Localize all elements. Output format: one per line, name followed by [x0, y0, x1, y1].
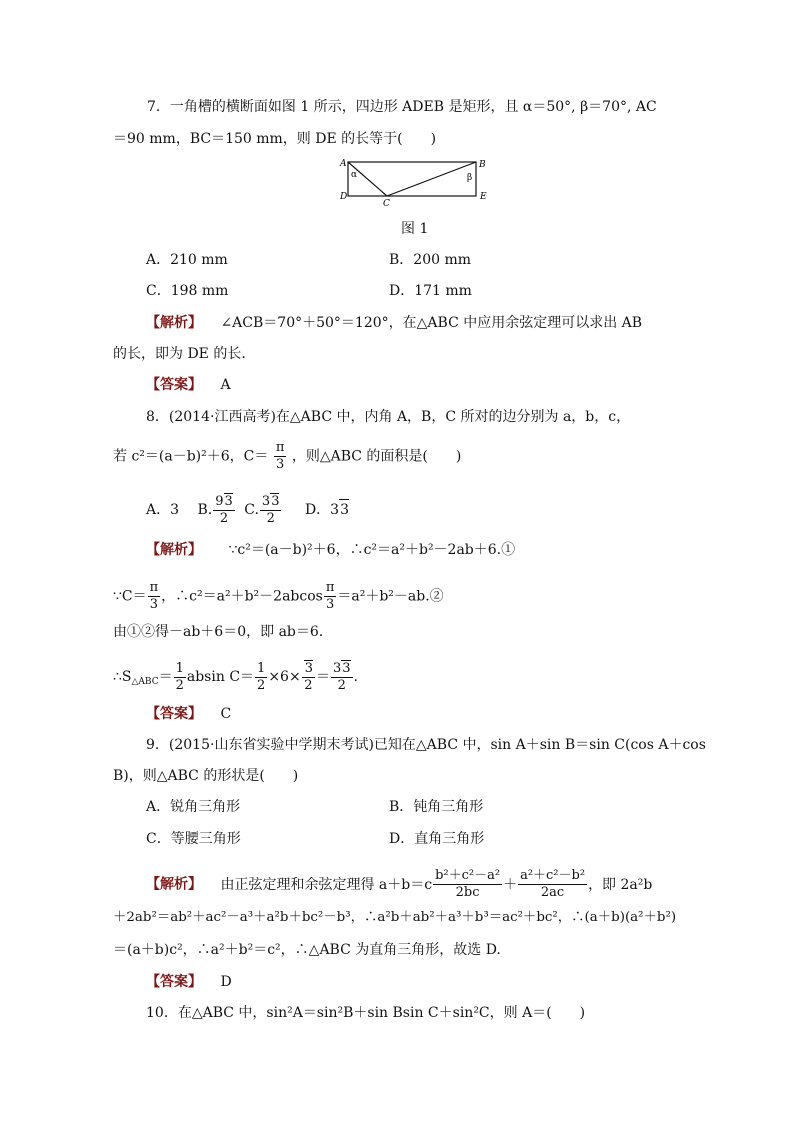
q8-stem-line2-post: ，则△ABC 的面积是( ): [291, 448, 462, 465]
q8-fraction-pi-over-3: $\frac{\pi}{3}$: [275, 440, 285, 472]
q7-figure-caption: 图 1: [401, 221, 429, 237]
q8-jiexi-line3: 由①②得－ab＋6＝0，即 ab＝6.: [113, 624, 324, 640]
q9-stem-line1: 9．(2015·山东省实验中学期末考试)已知在△ABC 中，sin A＋sin B＝sin C(cos A＋cos: [146, 737, 706, 753]
q8-answer-tag: 【答案】: [146, 706, 202, 722]
q7-jiexi-text1: ∠ACB＝70°＋50°＝120°，在△ABC 中应用余弦定理可以求出 AB: [220, 315, 643, 331]
q7-answer-tag: 【答案】: [146, 377, 202, 393]
q7-jiexi-text2: 的长，即为 DE 的长．: [113, 346, 256, 362]
q9-option-c: C．等腰三角形: [146, 831, 241, 847]
q9-answer: D: [220, 974, 232, 990]
q9-jiexi-line3: ＝(a＋b)c²，∴a²＋b²＝c²，∴△ABC 为直角三角形，故选 D.: [113, 942, 501, 958]
q9-stem-line2: B)，则△ABC 的形状是( ): [113, 768, 299, 784]
q8-jiexi-tag: 【解析】: [146, 542, 202, 558]
q8-stem-line2-pre: 若 c²＝(a－b)²＋6，C＝: [113, 448, 269, 465]
q9-option-d: D．直角三角形: [389, 831, 485, 847]
label-beta: β: [467, 173, 473, 183]
q9-option-a: A．锐角三角形: [146, 799, 241, 815]
q7-stem-line1: 7．一角槽的横断面如图 1 所示，四边形 ADEB 是矩形，且 α＝50°, β＝70°, AC: [147, 99, 657, 115]
q8-option-a: A．3: [146, 502, 180, 518]
q9-option-b: B．钝角三角形: [389, 799, 484, 815]
q8-option-b-value: $\frac{93}{2}$: [215, 494, 233, 526]
q8-answer: C: [220, 706, 232, 722]
q9-jiexi-line1: 由正弦定理和余弦定理得 a＋b＝c $\frac{\text{b²＋c²－a²}}{2bc}$ ＋ $\frac{\text{a²＋c²－b²}}{2ac}$ ，即 2a²b: [220, 868, 653, 900]
q8-jiexi-line2: ∵C＝ $\frac{\pi}{3}$ ，∴c²＝a²＋b²－2abcos $\frac{\pi}{3}$ ＝a²＋b²－ab.②: [113, 580, 444, 612]
q8-jiexi-line4: $\therefore S_{\triangle ABC}=$ $\frac{1}{2}$ absin C＝ $\frac{1}{2}$ ×6× $\frac{3}{2}$ ＝ $\frac{33}{2}$ .: [113, 660, 358, 693]
label-E: E: [480, 192, 487, 202]
q7-figure: [332, 155, 492, 207]
label-B: B: [479, 160, 486, 170]
q10-stem-line1: 10．在△ABC 中，sin²A＝sin²B＋sin Bsin C＋sin²C，则 A＝( ): [146, 1005, 586, 1021]
segment-BC: [387, 162, 476, 196]
q8-option-d-root: 3: [339, 499, 349, 520]
q7-option-d: D．171 mm: [389, 283, 472, 299]
q7-option-a: A．210 mm: [146, 252, 228, 268]
label-C: C: [383, 199, 390, 207]
q8-stem-line1: 8．(2014·江西高考)在△ABC 中，内角 A，B，C 所对的边分别为 a，b，c，: [146, 409, 631, 425]
q8-options: [146, 493, 349, 527]
q7-option-b: B．200 mm: [389, 252, 472, 268]
q8-option-d: D．3: [304, 502, 340, 518]
label-D: D: [340, 192, 348, 202]
q7-option-c: C．198 mm: [146, 283, 229, 299]
q7-stem-line2: ＝90 mm，BC＝150 mm，则 DE 的长等于( ): [113, 131, 437, 147]
label-A: A: [340, 159, 347, 169]
label-alpha: α: [351, 170, 358, 180]
q9-jiexi-line2: ＋2ab²＝ab²＋ac²－a³＋a²b＋bc²－b³，∴a²b＋ab²＋a³＋b³＝ac²＋bc²，∴(a＋b)(a²＋b²): [113, 910, 677, 925]
q8-option-c-label: C.: [244, 502, 259, 518]
q8-jiexi-line1: ∵c²＝(a－b)²＋6，∴c²＝a²＋b²－2ab＋6.①: [228, 542, 516, 558]
q8-option-b-label: B.: [197, 502, 213, 518]
q8-option-c-value: $\frac{33}{2}$: [261, 494, 280, 526]
q7-answer: A: [220, 377, 231, 393]
q7-jiexi-tag: 【解析】: [146, 315, 202, 331]
q9-answer-tag: 【答案】: [146, 974, 202, 990]
q9-jiexi-tag: 【解析】: [146, 876, 202, 893]
